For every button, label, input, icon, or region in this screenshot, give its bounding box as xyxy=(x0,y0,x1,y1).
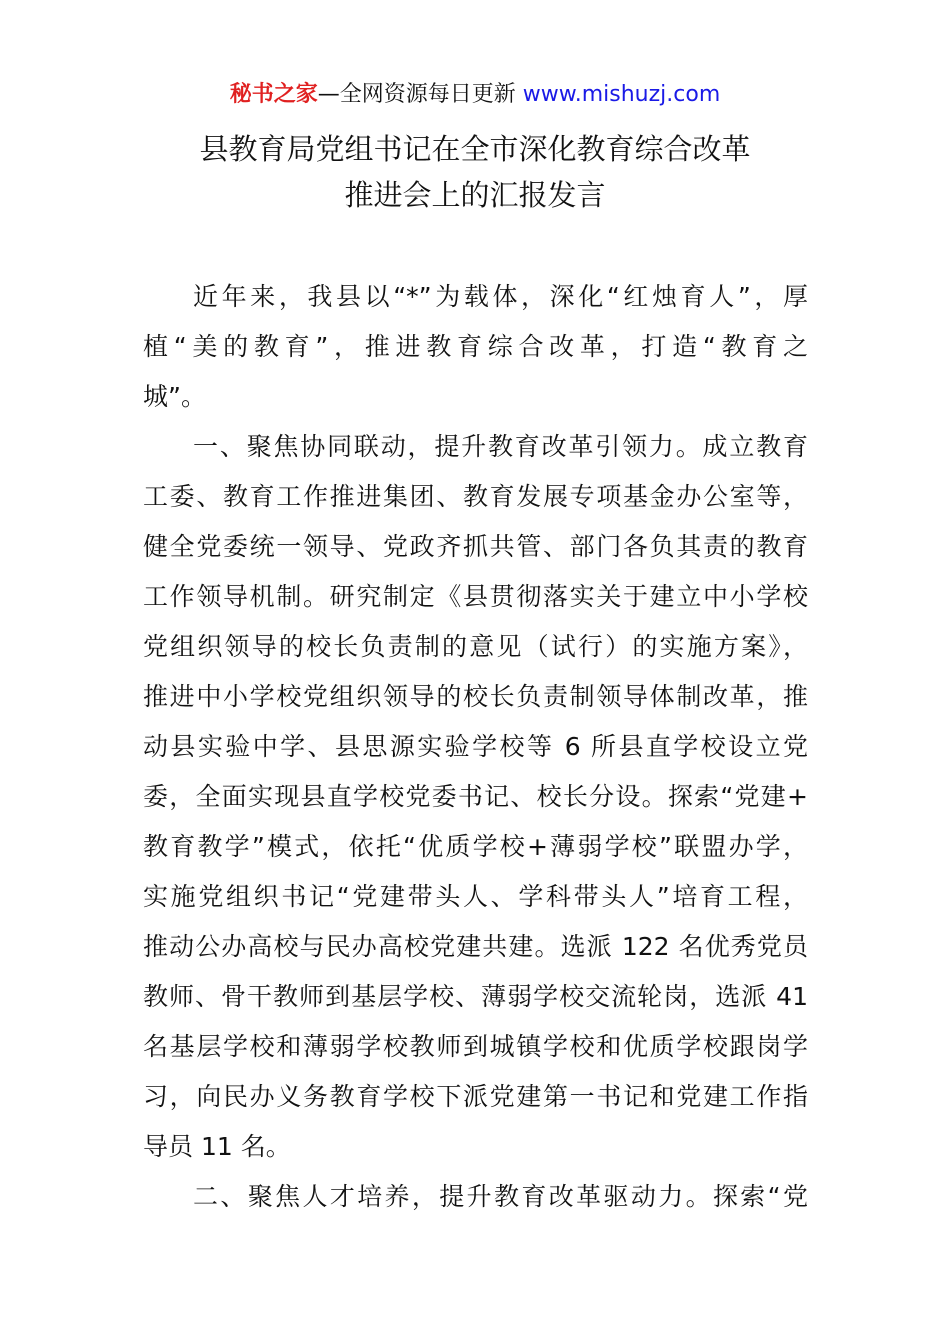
text-line: 委，全面实现县直学校党委书记、校长分设。探索“党建+ xyxy=(143,782,808,811)
site-tagline: —全网资源每日更新 xyxy=(317,82,523,107)
site-header xyxy=(0,80,950,110)
text-line: 二、聚焦人才培养，提升教育改革驱动力。探索“党 xyxy=(193,1182,808,1211)
text-line: 推动公办高校与民办高校党建共建。选派 122 名优秀党员 xyxy=(143,932,808,961)
text-line: 健全党委统一领导、党政齐抓共管、部门各负其责的教育 xyxy=(143,532,808,561)
site-url-link[interactable]: www.mishuzj.com xyxy=(522,82,721,107)
site-brand: 秘书之家 xyxy=(229,82,318,107)
text-line: 城”。 xyxy=(143,382,206,411)
text-line: 党组织领导的校长负责制的意见（试行）的实施方案》， xyxy=(143,632,808,661)
text-line: 导员 11 名。 xyxy=(143,1132,291,1161)
text-line: 动县实验中学、县思源实验学校等 6 所县直学校设立党 xyxy=(143,732,808,761)
paragraph-section-2 xyxy=(143,1172,808,1222)
text-line: 教师、骨干教师到基层学校、薄弱学校交流轮岗，选派 41 xyxy=(143,982,808,1011)
text-line: 工作领导机制。研究制定《县贯彻落实关于建立中小学校 xyxy=(143,582,808,611)
text-line: 教育教学”模式，依托“优质学校+薄弱学校”联盟办学， xyxy=(143,832,808,861)
text-line: 工委、教育工作推进集团、教育发展专项基金办公室等， xyxy=(143,482,808,511)
text-line: 实施党组织书记“党建带头人、学科带头人”培育工程， xyxy=(143,882,808,911)
text-line: 植“美的教育”，推进教育综合改革，打造“教育之 xyxy=(143,332,808,361)
title-line-1: 县教育局党组书记在全市深化教育综合改革 xyxy=(199,132,751,166)
text-line: 推进中小学校党组织领导的校长负责制领导体制改革，推 xyxy=(143,682,808,711)
document-title xyxy=(0,126,950,218)
title-line-2: 推进会上的汇报发言 xyxy=(344,178,606,212)
text-line: 习，向民办义务教育学校下派党建第一书记和党建工作指 xyxy=(143,1082,808,1111)
text-line: 一、聚焦协同联动，提升教育改革引领力。成立教育 xyxy=(193,432,808,461)
paragraph-section-1 xyxy=(143,422,808,1172)
paragraph-intro xyxy=(143,272,808,422)
text-line: 名基层学校和薄弱学校教师到城镇学校和优质学校跟岗学 xyxy=(143,1032,808,1061)
text-line: 近年来，我县以“*”为载体，深化“红烛育人”，厚 xyxy=(193,282,808,311)
document-body xyxy=(143,272,808,1222)
